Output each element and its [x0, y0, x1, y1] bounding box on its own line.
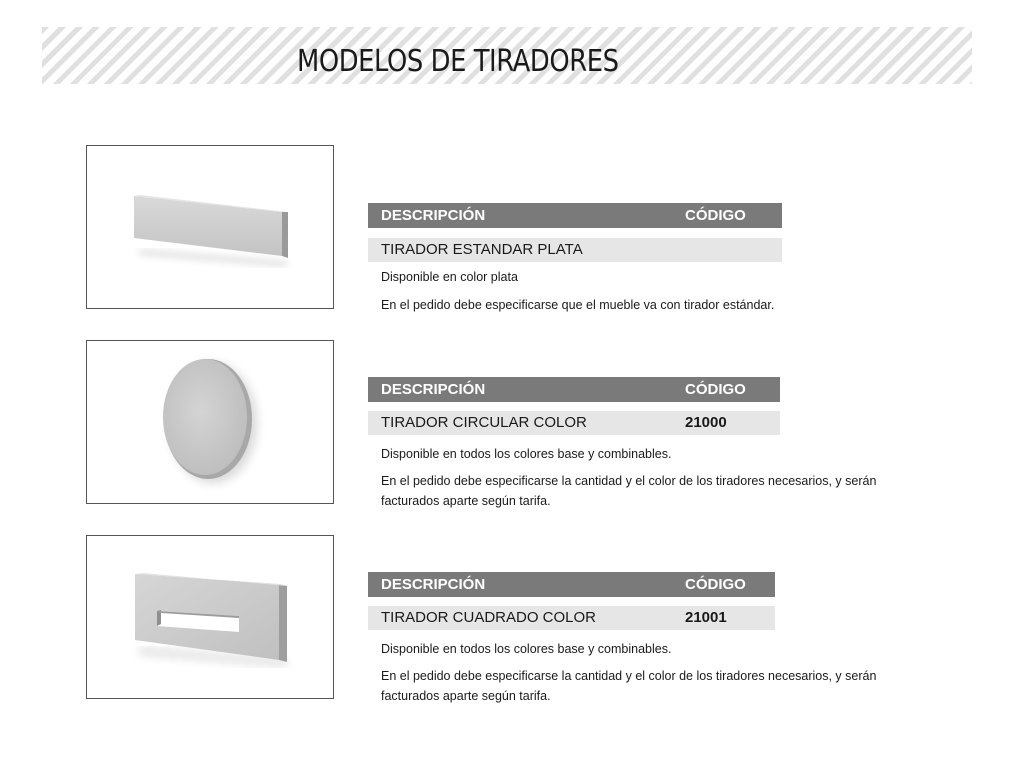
table-header — [368, 572, 775, 597]
table-header — [368, 377, 780, 402]
product-code: 21001 — [685, 609, 727, 626]
product-name: TIRADOR ESTANDAR PLATA — [381, 241, 583, 258]
table-row — [368, 606, 775, 630]
header-codigo: CÓDIGO — [685, 381, 746, 398]
order-note: En el pedido debe especificarse la cantidad y el color de los tiradores necesarios, y serán facturados aparte según tarifa. — [381, 474, 877, 508]
product-image-frame — [86, 535, 334, 699]
handle-bar-image — [87, 146, 333, 308]
product-image-frame — [86, 340, 334, 504]
product-square — [0, 535, 1024, 705]
availability-text: Disponible en color plata — [381, 270, 518, 284]
handle-circle-image — [87, 341, 333, 503]
product-circular — [0, 340, 1024, 510]
header-descripcion: DESCRIPCIÓN — [381, 576, 486, 593]
product-code: 21000 — [685, 414, 727, 431]
header-descripcion: DESCRIPCIÓN — [381, 207, 486, 224]
handle-rectangle-image — [87, 536, 333, 698]
header-codigo: CÓDIGO — [685, 207, 746, 224]
product-name: TIRADOR CIRCULAR COLOR — [381, 414, 587, 431]
table-row — [368, 411, 780, 435]
order-note: En el pedido debe especificarse la cantidad y el color de los tiradores necesarios, y serán facturados aparte según tarifa. — [381, 669, 877, 703]
availability-text: Disponible en todos los colores base y combinables. — [381, 447, 672, 461]
product-standard-silver — [0, 145, 1024, 315]
product-name: TIRADOR CUADRADO COLOR — [381, 609, 597, 626]
table-header — [368, 203, 782, 228]
header-codigo: CÓDIGO — [685, 576, 746, 593]
order-note: En el pedido debe especificarse que el mueble va con tirador estándar. — [381, 298, 775, 312]
availability-text: Disponible en todos los colores base y combinables. — [381, 642, 672, 656]
page-title: MODELOS DE TIRADORES — [297, 44, 619, 79]
header-descripcion: DESCRIPCIÓN — [381, 381, 486, 398]
table-row — [368, 238, 782, 262]
product-image-frame — [86, 145, 334, 309]
